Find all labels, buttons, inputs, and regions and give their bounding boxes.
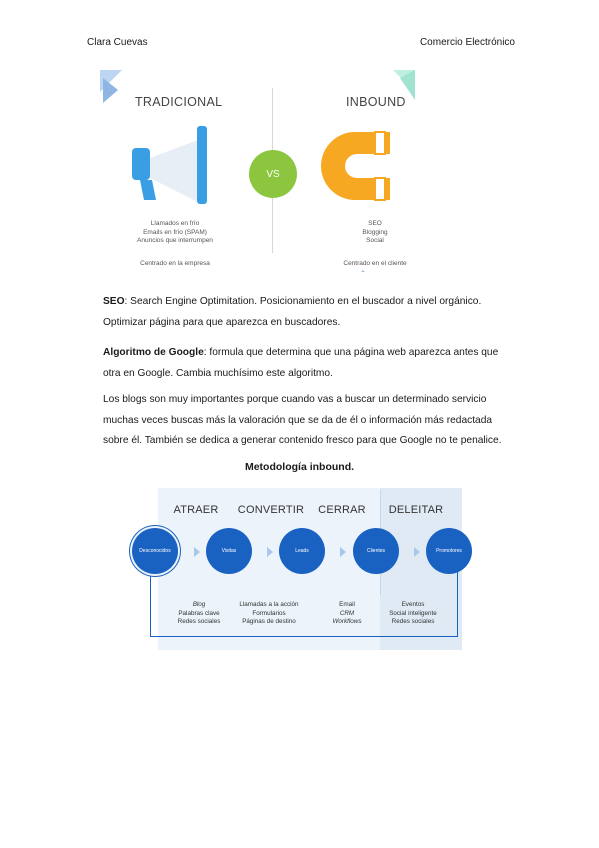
tool-item: CRM bbox=[339, 609, 355, 617]
seo-term: SEO bbox=[103, 296, 125, 307]
inbound-focus: Centrado en el cliente bbox=[343, 260, 407, 267]
magnet-icon bbox=[321, 132, 390, 200]
flow-line-bottom bbox=[150, 636, 458, 637]
tool-item: Social inteligente bbox=[389, 609, 437, 617]
tool-item: Llamadas a la acción bbox=[239, 601, 299, 608]
node-visitors: Visitas bbox=[206, 528, 252, 574]
megaphone-icon bbox=[132, 126, 207, 204]
inbound-methodology-figure bbox=[128, 488, 468, 653]
tools-convert bbox=[230, 601, 308, 627]
list-item: Blogging bbox=[362, 228, 388, 236]
arrow-icon bbox=[414, 547, 420, 557]
stage-attract: ATRAER bbox=[173, 504, 219, 516]
tool-item: Blog bbox=[192, 601, 206, 608]
arrow-icon bbox=[267, 547, 273, 557]
methodology-title: Metodología inbound. bbox=[244, 461, 355, 473]
node-customers: Clientes bbox=[353, 528, 399, 574]
seo-paragraph bbox=[103, 292, 513, 333]
node-promoters: Promotores bbox=[426, 528, 472, 574]
list-item: Emails en frío (SPAM) bbox=[143, 228, 207, 236]
tool-item: Redes sociales bbox=[177, 618, 221, 626]
header-subject: Comercio Electrónico bbox=[419, 37, 515, 48]
list-item: SEO bbox=[368, 220, 382, 227]
google-text: : formula que determina que una página web aparezca antes que otra en Google. Cambia muchísimo este algoritmo. bbox=[103, 347, 499, 379]
list-item: Anuncios que interrumpen bbox=[137, 237, 213, 244]
tools-attract bbox=[160, 601, 238, 627]
tools-delight bbox=[374, 601, 452, 627]
seo-text: : Search Engine Optimitation. Posicionamiento en el buscador a nivel orgánico. Optimizar página para que aparezca en buscadores. bbox=[103, 296, 482, 328]
google-paragraph bbox=[103, 343, 513, 384]
node-leads: Leads bbox=[279, 528, 325, 574]
tool-item: Eventos bbox=[401, 601, 425, 608]
tool-item: Formularios bbox=[252, 609, 286, 617]
tool-item: Redes sociales bbox=[391, 618, 435, 626]
traditional-heading: TRADICIONAL bbox=[135, 95, 223, 109]
traditional-focus: Centrado en la empresa bbox=[140, 260, 210, 267]
header-author: Clara Cuevas bbox=[87, 37, 148, 48]
node-strangers: Desconocidos bbox=[132, 528, 178, 574]
list-item: Llamados en frío bbox=[150, 220, 200, 227]
arrow-icon bbox=[340, 547, 346, 557]
traditional-vs-inbound-figure bbox=[100, 70, 415, 272]
stage-delight: DELEITAR bbox=[388, 504, 444, 516]
traditional-list bbox=[100, 220, 250, 246]
list-item: Social bbox=[366, 237, 384, 244]
stage-convert: CONVERTIR bbox=[237, 504, 305, 516]
inbound-list bbox=[300, 220, 450, 246]
tool-item: Páginas de destino bbox=[242, 618, 296, 626]
blogs-paragraph: Los blogs son muy importantes porque cuando vas a buscar un determinado servicio muchas veces buscas más la valoración que se da de él o información más redactada sobre él. También se dedica a generar contenido fresco para que Google no te penalice. bbox=[103, 394, 502, 446]
inbound-heading: INBOUND bbox=[346, 95, 406, 109]
corner-decor-left-2 bbox=[103, 78, 118, 103]
tool-item: Email bbox=[339, 601, 355, 608]
vs-badge: VS bbox=[249, 150, 297, 198]
stage-close: CERRAR bbox=[318, 504, 366, 516]
tool-item: Palabras clave bbox=[178, 609, 220, 617]
google-term: Algoritmo de Google bbox=[103, 347, 204, 358]
tool-item: Workflows bbox=[332, 618, 362, 626]
pointer-triangle bbox=[353, 270, 373, 272]
arrow-icon bbox=[194, 547, 200, 557]
